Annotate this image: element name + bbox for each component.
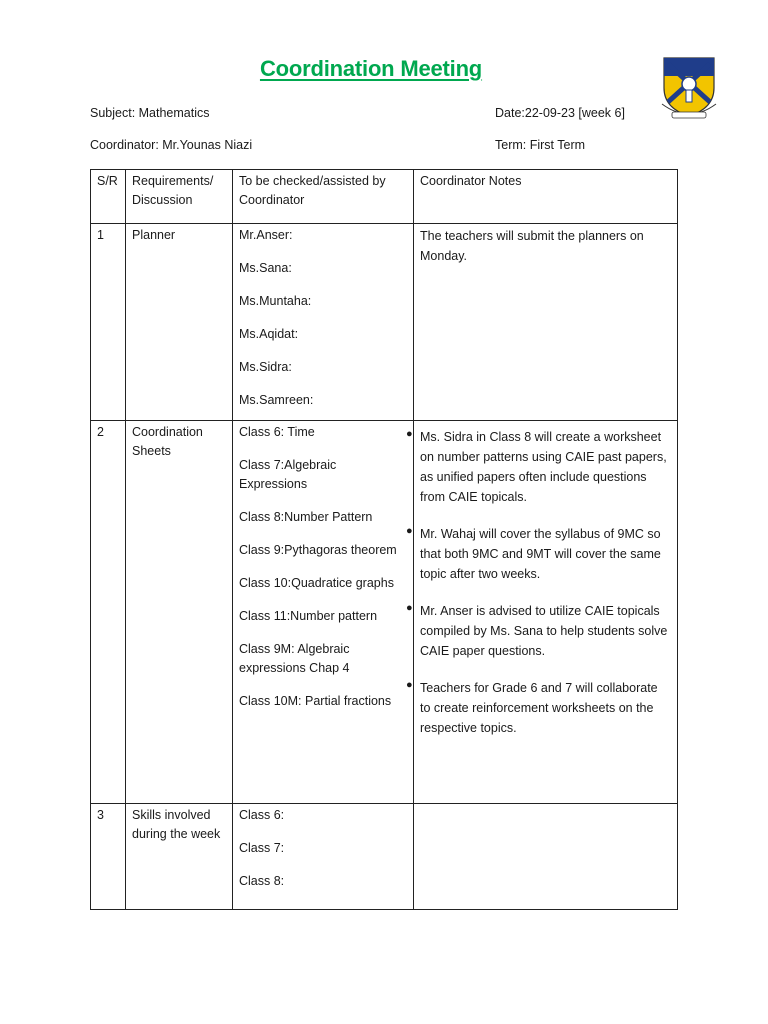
note-text: Mr. Anser is advised to utilize CAIE topicals compiled by Ms. Sana to help students solve CAIE paper questions. [420,604,668,658]
row-requirement: Planner [126,224,233,421]
note-item [406,524,671,584]
list-item: Ms.Muntaha: [239,294,312,308]
page-title: Coordination Meeting [259,56,483,81]
coordination-table [90,169,678,910]
coordinator-label: Coordinator: Mr.Younas Niazi [90,138,253,152]
list-item: Class 8: [239,874,285,888]
list-item: Class 11:Number pattern [239,609,378,623]
row-requirement: Skills involved during the week [126,804,233,910]
list-item: Class 7: [239,841,285,855]
table-row [91,804,678,910]
row-sr: 1 [91,224,126,421]
table-row [91,421,678,804]
list-item: Ms.Samreen: [239,393,314,407]
list-item: Class 6: [239,808,285,822]
note-item [406,601,671,661]
note-text: Ms. Sidra in Class 8 will create a worksheet on number patterns using CAIE past papers, as unified papers often include questions from CAIE topicals. [420,430,667,504]
date-label: Date:22-09-23 [week 6] [495,106,625,120]
header-cell-requirements: Requirements/ Discussion [126,170,233,224]
note-item [406,678,671,738]
list-item: Class 10M: Partial fractions [239,694,392,708]
term-label: Term: First Term [495,138,586,152]
row-sr: 3 [91,804,126,910]
row-items [233,224,414,421]
row-items [233,421,414,804]
note-text: Mr. Wahaj will cover the syllabus of 9MC so that both 9MC and 9MT will cover the same topic after two weeks. [420,527,661,581]
bullet-icon: ● [406,679,413,691]
list-item: Ms.Sidra: [239,360,292,374]
bullet-icon: ● [406,428,413,440]
list-item: Ms.Sana: [239,261,292,275]
header-cell-sr: S/R [91,170,126,224]
list-item: Class 9:Pythagoras theorem [239,543,397,557]
row-sr: 2 [91,421,126,804]
note-item [406,427,671,507]
row-items [233,804,414,910]
list-item: Mr.Anser: [239,228,293,242]
note-text: Teachers for Grade 6 and 7 will collaborate to create reinforcement worksheets on the respective topics. [420,681,658,735]
list-item: Ms.Aqidat: [239,327,299,341]
list-item: Class 9M: Algebraic expressions Chap 4 [239,642,350,675]
row-requirement: Coordination Sheets [126,421,233,804]
header-cell-checked-by: To be checked/assisted by Coordinator [233,170,414,224]
header-cell-notes: Coordinator Notes [414,170,678,224]
row-notes [414,804,678,910]
row-notes [406,421,678,804]
list-item: Class 8:Number Pattern [239,510,373,524]
bullet-icon: ● [406,525,413,537]
list-item: Class 10:Quadratice graphs [239,576,394,590]
note-text: The teachers will submit the planners on Monday. [420,229,644,263]
school-logo [658,54,720,120]
list-item: Class 7:Algebraic Expressions [239,458,337,491]
bullet-icon: ● [406,602,413,614]
subject-label: Subject: Mathematics [90,106,210,120]
table-row [91,224,678,421]
row-notes [414,224,678,421]
table-header-row [91,170,678,224]
list-item: Class 6: Time [239,425,315,439]
